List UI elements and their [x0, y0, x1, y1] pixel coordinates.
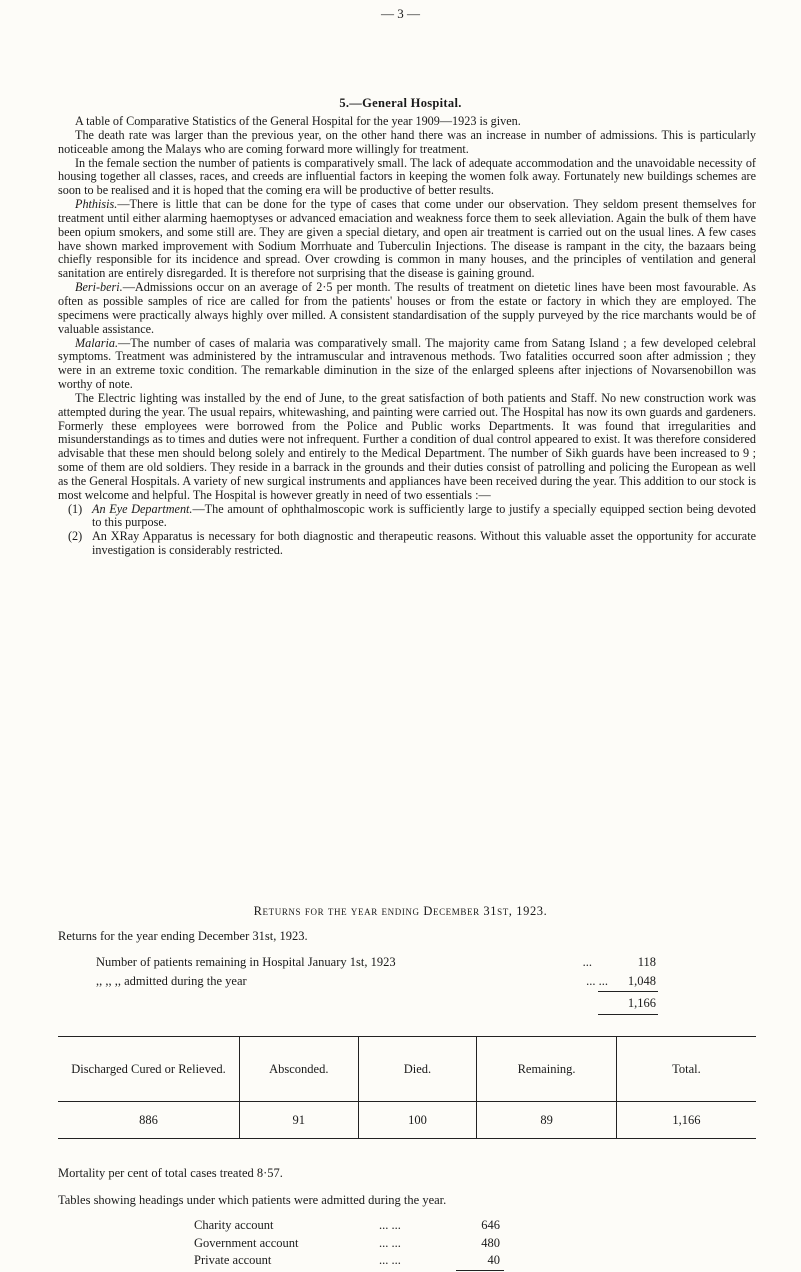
admitted-value: 1,048 — [627, 974, 656, 988]
phthisis-lead: Phthisis. — [75, 197, 118, 212]
account-row-private — [194, 1253, 500, 1268]
list-item-eye-department — [58, 503, 756, 531]
header-absconded: Absconded. — [239, 1037, 358, 1102]
account-value: 40 — [487, 1253, 500, 1267]
list-number: (2) — [68, 529, 83, 544]
header-discharged: Discharged Cured or Relieved. — [58, 1037, 239, 1102]
account-value: 480 — [481, 1236, 500, 1250]
paragraph-phthisis — [58, 198, 756, 281]
list-item-xray — [58, 530, 756, 558]
account-label: Charity account — [194, 1218, 274, 1232]
account-row-government — [194, 1236, 500, 1251]
section-heading: 5.—General Hospital. — [339, 96, 462, 110]
total-rule — [598, 1014, 658, 1015]
paragraph-death-rate: The death rate was larger than the previous year, on the other hand there was an increase in number of admissions. This is particularly noticeable among the Malays who are coming forward more willingly for treatment. — [58, 127, 756, 156]
account-label: Government account — [194, 1236, 299, 1250]
beriberi-lead: Beri-beri. — [75, 280, 123, 295]
mortality-line: Mortality per cent of total cases treated 8·57. — [58, 1166, 283, 1180]
remaining-dots: ... — [582, 955, 592, 969]
table-header-row — [58, 1037, 756, 1102]
remaining-value: 118 — [637, 955, 656, 969]
admitted-row — [96, 974, 656, 989]
account-dots: ... ... — [379, 1218, 401, 1232]
phthisis-text: —There is little that can be done for the type of cases that come under our observation. They seldom present themselves for treatment until either alarming haemoptyses or advanced emaciation and weakness force them to seek alleviation. Again the bulk of them have been opium smokers, and some still are. They are given a special dietary, and open air treatment is carried out on the usual lines. A few cases have shown marked improvement with Sodium Morrhuate and Tuberculin Injections. The disease is rampant in the city, the bazaars being chiefly responsible for its incidence and spread. Over crowding is common in many houses, and the principles of ventilation and general sanitation are entirely disregarded. It is therefore not surprising that the disease is gaining ground. — [58, 197, 756, 281]
table-row — [58, 1102, 756, 1139]
patient-statistics-table — [58, 1036, 756, 1139]
malaria-lead: Malaria. — [75, 335, 118, 350]
eye-department-lead: An Eye Department. — [92, 501, 193, 516]
malaria-text: —The number of cases of malaria was comparatively small. The majority came from Satang Island ; a few developed celebral symptoms. Treatment was administered by the intramuscular and intravenous methods. Two fatalities occurred soon after admission ; they were in an extreme toxic condition. The remarkable diminution in the size of the enlarged spleens after injections of Novarsenobillon was worthy of note. — [58, 335, 756, 392]
cell-total: 1,166 — [616, 1102, 756, 1139]
header-total: Total. — [616, 1037, 756, 1102]
sum-rule — [598, 991, 658, 992]
eye-department-text: —The amount of ophthalmoscopic work is sufficiently large to justify a specially equipped section being devoted to this purpose. — [92, 501, 756, 530]
beriberi-text: —Admissions occur on an average of 2·5 per month. The results of treatment on dietetic lines have been most favourable. As often as possible samples of rice are called for from the patients' houses or from the estate or factory in which they are employed. The specimens were practically always highly over milled. A consistent standardisation of the supply purveyed by the rice marchants would be of valuable assistance. — [58, 280, 756, 336]
paragraph-intro: A table of Comparative Statistics of the General Hospital for the year 1909—1923 is given. — [75, 114, 521, 128]
account-dots: ... ... — [379, 1253, 401, 1267]
account-row-charity — [194, 1218, 500, 1233]
account-value: 646 — [481, 1218, 500, 1232]
admitted-label: ,, ,, ,, admitted during the year — [96, 974, 247, 988]
paragraph-female-section: In the female section the number of patients is comparatively small. The lack of adequate accommodation and the unavoidable necessity of housing together all classes, races, and creeds are influential factors in keeping the women folk away. Fortunately new buildings schemes are soon to be realised and it is hoped that the coming era will be productive of better results. — [58, 155, 756, 198]
cell-absconded: 91 — [239, 1102, 358, 1139]
paragraph-beriberi — [58, 281, 756, 336]
paragraph-electric-lighting: The Electric lighting was installed by the end of June, to the great satisfaction of both patients and Staff. No new construction work was attempted during the year. The usual repairs, whitewashing, and painting were carried out. The Hospital has now its own guards and gardeners. Formerly these employees were borrowed from the Police and Public works Departments. It was found that irregularities and misunderstandings as to times and duties were not infrequent. Further a condition of dual control appeared to exist. It was therefore considered advisable that these men should belong solely and entirely to the Medical Department. The number of Sikh guards have been increased to 9 ; some of them are old soldiers. They reside in a barrack in the grounds and their duties consist of patrolling and policing the European as well as the General Hospitals. A variety of new surgical instruments and appliances have been received during the year. This addition to our stock is most welcome and helpful. The Hospital is however greatly in need of two essentials :— — [58, 390, 756, 502]
list-number: (1) — [68, 501, 83, 516]
tables-heading: Tables showing headings under which patients were admitted during the year. — [58, 1193, 447, 1207]
returns-heading: Returns for the year ending December 31st, 1923. — [253, 904, 548, 918]
page-number: — 3 — — [381, 6, 420, 21]
account-label: Private account — [194, 1253, 272, 1267]
paragraph-malaria — [58, 337, 756, 392]
cell-died: 100 — [358, 1102, 477, 1139]
remaining-label: Number of patients remaining in Hospital January 1st, 1923 — [96, 955, 396, 969]
accounts-sum-rule — [456, 1270, 504, 1271]
returns-total-value: 1,166 — [627, 996, 656, 1010]
xray-text: An XRay Apparatus is necessary for both diagnostic and therapeutic reasons. Without this valuable asset the opportunity for accurate investigation is considerably restricted. — [92, 529, 756, 558]
account-dots: ... ... — [379, 1236, 401, 1250]
report-body — [58, 115, 756, 558]
admitted-dots: ... ... — [586, 974, 608, 988]
header-died: Died. — [358, 1037, 477, 1102]
cell-remaining: 89 — [477, 1102, 617, 1139]
remaining-row — [96, 955, 656, 970]
cell-discharged: 886 — [58, 1102, 239, 1139]
returns-subheading: Returns for the year ending December 31st, 1923. — [58, 929, 308, 943]
header-remaining: Remaining. — [477, 1037, 617, 1102]
